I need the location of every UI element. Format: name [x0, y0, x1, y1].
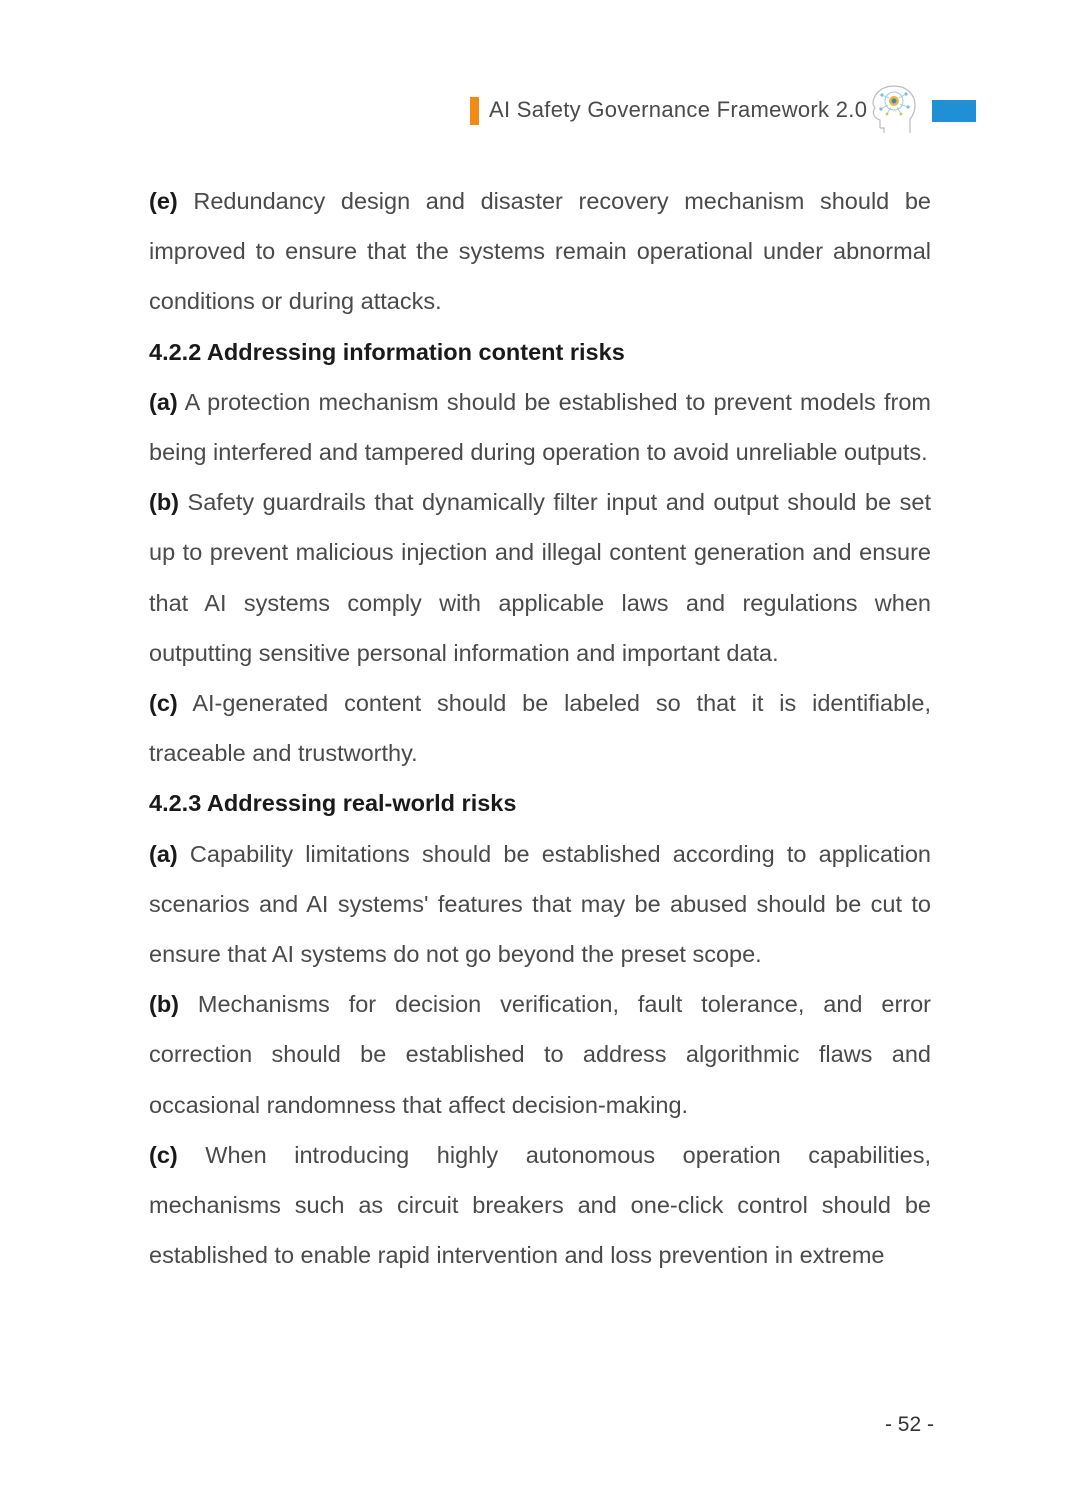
- header-brand-block: [932, 100, 976, 122]
- item-text: Capability limitations should be established according to application scenarios and AI systems' features that may be abused should be cut to ensure that AI systems do not go beyond the preset scope.: [149, 840, 931, 968]
- paragraph-c-labeling: [149, 678, 931, 778]
- header-title: AI Safety Governance Framework 2.0: [489, 97, 868, 122]
- item-text: Redundancy design and disaster recovery mechanism should be improved to ensure that the systems remain operational under abnormal conditions or during attacks.: [149, 188, 931, 315]
- section-heading-4-2-3: 4.2.3 Addressing real-world risks: [149, 790, 517, 817]
- item-text: AI-generated content should be labeled so that it is identifiable, traceable and trustworthy.: [149, 690, 931, 767]
- item-label: (a): [149, 840, 178, 867]
- paragraph-c-autonomy: [149, 1130, 931, 1281]
- ai-head-circuit-icon: [870, 84, 918, 136]
- section-heading-4-2-2: 4.2.2 Addressing information content risks: [149, 338, 625, 365]
- item-label: (a): [149, 388, 178, 415]
- item-label: (b): [149, 991, 180, 1018]
- header-accent-bar: [470, 97, 479, 125]
- paragraph-b-guardrails: [149, 477, 931, 678]
- paragraph-a-capability: [149, 829, 931, 980]
- item-label: (e): [149, 188, 178, 214]
- page-number: - 52 -: [884, 1413, 934, 1436]
- item-label: (b): [149, 489, 180, 516]
- paragraph-a-protection: [149, 377, 931, 477]
- item-text: Mechanisms for decision verification, fault tolerance, and error correction should be established to address algorithmic flaws and occasional randomness that affect decision-making.: [149, 991, 931, 1118]
- item-text: Safety guardrails that dynamically filter input and output should be set up to prevent malicious injection and illegal content generation and ensure that AI systems comply with applicable laws and regulations when outputting sensitive personal information and important data.: [149, 489, 931, 666]
- item-label: (c): [149, 1141, 178, 1168]
- paragraph-e-redundancy: [149, 176, 931, 327]
- item-label: (c): [149, 690, 178, 717]
- page-body: [149, 176, 931, 1280]
- page-header: [470, 84, 976, 136]
- item-text: A protection mechanism should be established to prevent models from being interfered and tampered during operation to avoid unreliable outputs.: [149, 388, 931, 466]
- paragraph-b-verification: [149, 979, 931, 1130]
- item-text: When introducing highly autonomous operation capabilities, mechanisms such as circuit breakers and one-click control should be established to enable rapid intervention and loss prevention in extreme: [149, 1141, 931, 1269]
